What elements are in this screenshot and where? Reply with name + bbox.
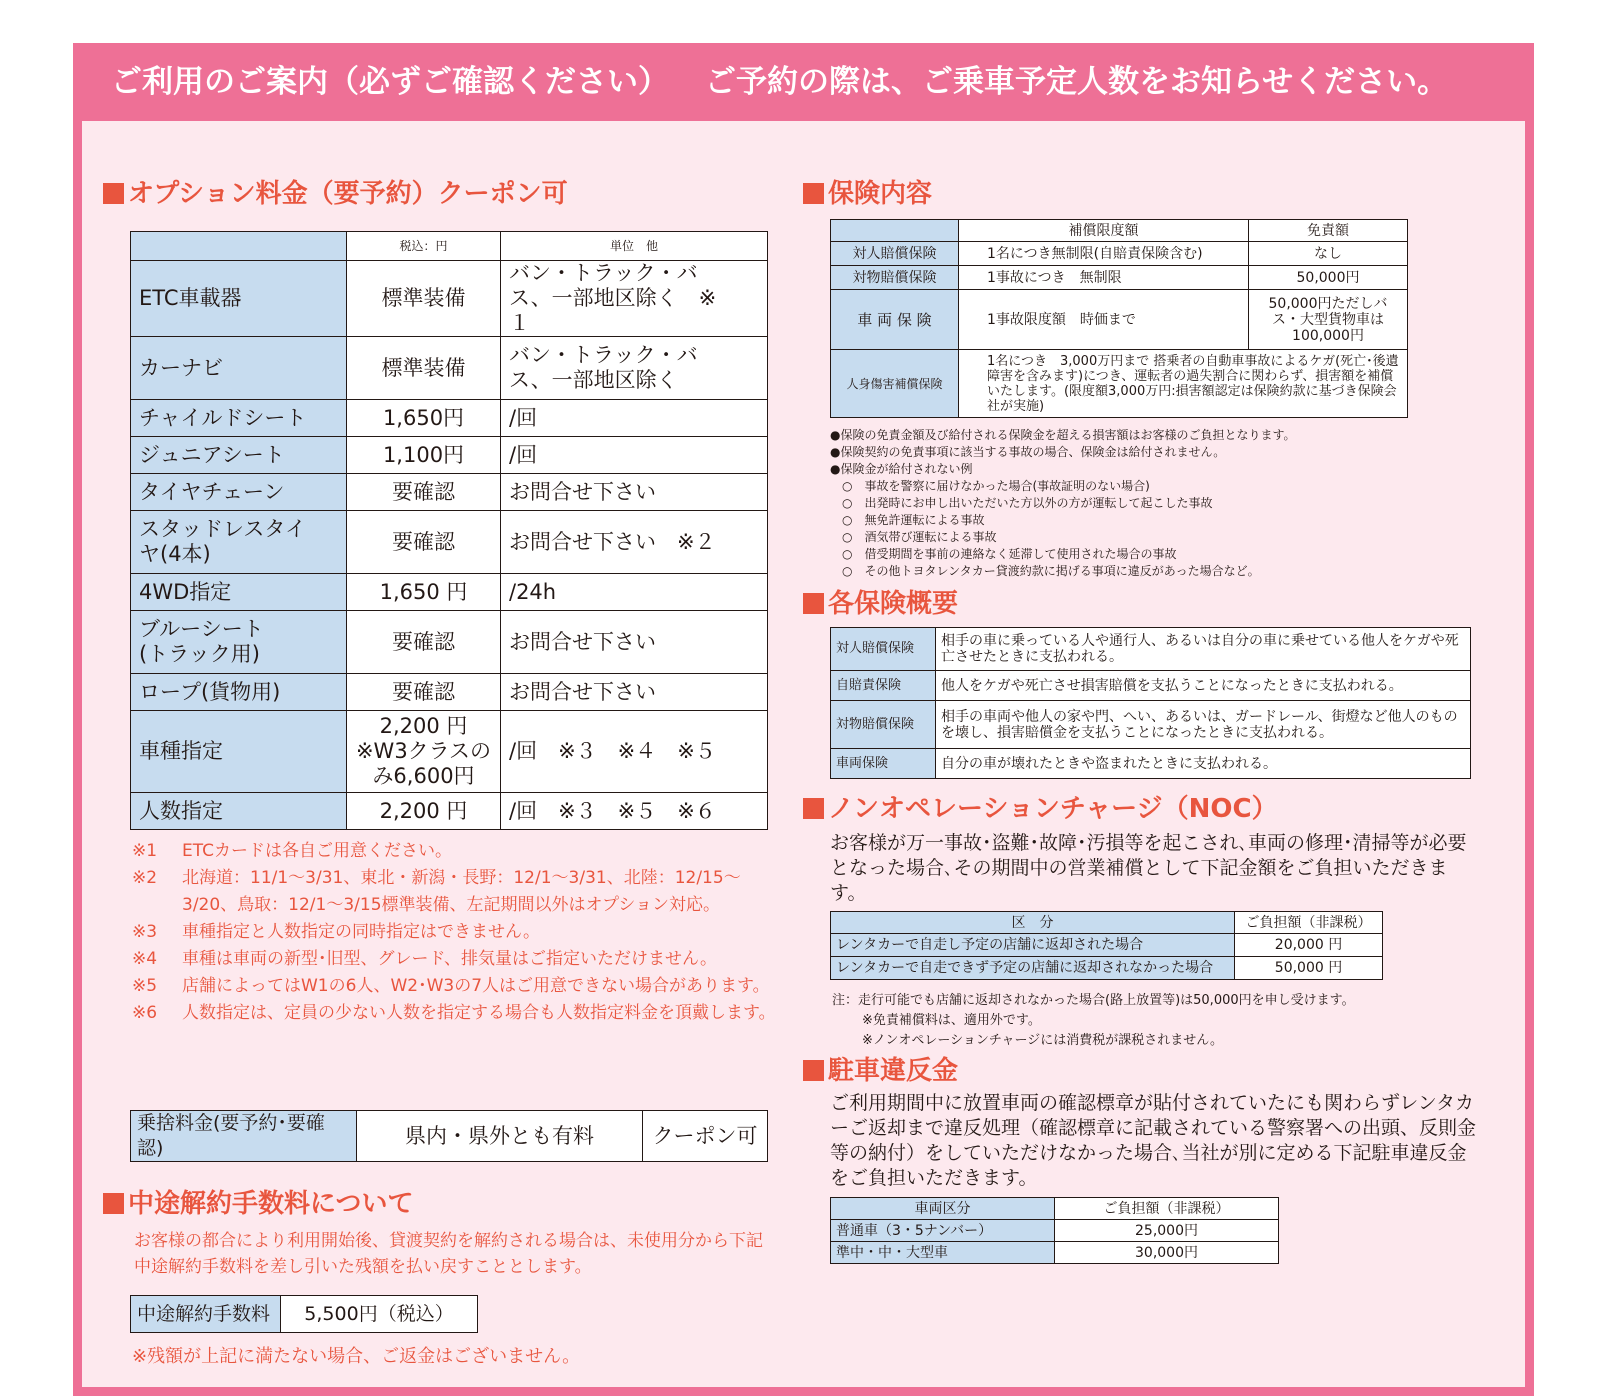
table-row bbox=[831, 701, 1471, 749]
option-name: ブルーシート(トラック用) bbox=[131, 611, 347, 674]
parking-head-category: 車両区分 bbox=[831, 1198, 1055, 1220]
options-title: オプション料金（要予約）クーポン可 bbox=[103, 178, 568, 210]
table-row bbox=[831, 628, 1471, 671]
option-unit: お問合せ下さい bbox=[501, 674, 768, 711]
option-name: ETC車載器 bbox=[131, 261, 347, 337]
option-name: チャイルドシート bbox=[131, 400, 347, 437]
option-price: 標準装備 bbox=[347, 261, 501, 337]
table-row bbox=[831, 1242, 1279, 1264]
overview-desc: 自分の車が壊れたときや盗まれたときに支払われる。 bbox=[936, 749, 1471, 779]
option-name: スタッドレスタイヤ(4本) bbox=[131, 511, 347, 574]
overview-table bbox=[830, 627, 1471, 779]
drop-fee-label: 乗捨料金(要予約･要確認) bbox=[131, 1111, 357, 1162]
table-row bbox=[831, 290, 1408, 350]
table-row bbox=[131, 793, 768, 830]
list-item: ※1 ETCカードは各自ご用意ください。 bbox=[132, 841, 452, 861]
list-item: ※免責補償料は、適用外です。 bbox=[862, 1013, 1041, 1028]
overview-name: 対人賠償保険 bbox=[831, 628, 936, 671]
option-name: タイヤチェーン bbox=[131, 474, 347, 511]
insurance-head-deduct: 免責額 bbox=[1249, 220, 1408, 242]
parking-category: 普通車（3・5ナンバー） bbox=[831, 1220, 1055, 1242]
list-item: ○ その他トヨタレンタカー貸渡約款に掲げる事項に違反があった場合など。 bbox=[842, 564, 1260, 578]
noc-head-fee: ご負担額（非課税） bbox=[1235, 912, 1383, 934]
drop-fee-coupon: クーポン可 bbox=[643, 1111, 768, 1162]
option-unit: /回 bbox=[501, 400, 768, 437]
overview-title: 各保険概要 bbox=[803, 588, 958, 620]
parking-header-row bbox=[831, 1198, 1279, 1220]
option-price: 要確認 bbox=[347, 474, 501, 511]
overview-desc: 相手の車両や他人の家や門、へい、あるいは、ガードレール、街燈など他人のものを壊し、損害賠償金を支払うことになったときに支払われる。 bbox=[936, 701, 1471, 749]
overview-name: 自賠責保険 bbox=[831, 671, 936, 701]
list-item: ●保険金が給付されない例 bbox=[830, 462, 973, 476]
table-row bbox=[131, 1111, 768, 1162]
option-price: 標準装備 bbox=[347, 337, 501, 400]
insurance-bullets bbox=[830, 427, 1296, 580]
insurance-name: 車 両 保 険 bbox=[831, 290, 959, 350]
insurance-title: 保険内容 bbox=[803, 178, 932, 210]
option-name: ロープ(貨物用) bbox=[131, 674, 347, 711]
list-item: 注：走行可能でも店舗に返却されなかった場合(路上放置等)は50,000円を申し受けます。 bbox=[832, 993, 1355, 1008]
parking-text: ご利用期間中に放置車両の確認標章が貼付されていたにも関わらずレンタカーご返却まで違反処理（確認標章に記載されている警察署への出頭、反則金等の納付）をしていただけなかった場合､当社が別に定める下記駐車違反金をご負担いただきます。 bbox=[830, 1092, 1477, 1189]
list-item: ○ 事故を警察に届けなかった場合(事故証明のない場合) bbox=[842, 479, 1150, 493]
insurance-table bbox=[830, 219, 1408, 418]
option-price: 要確認 bbox=[347, 611, 501, 674]
cancel-note: ※残額が上記に満たない場合、ご返金はございません。 bbox=[132, 1346, 581, 1367]
guide-header bbox=[73, 43, 1534, 121]
cancel-text: お客様の都合により利用開始後、貸渡契約を解約される場合は、未使用分から下記中途解約手数料を差し引いた残額を払い戻すこととします。 bbox=[134, 1231, 763, 1277]
noc-title: ノンオペレーションチャージ（NOC） bbox=[803, 793, 1278, 825]
noc-category: レンタカーで自走し予定の店舗に返却された場合 bbox=[831, 934, 1235, 957]
parking-fee: 25,000円 bbox=[1055, 1220, 1279, 1242]
list-item: ※ノンオペレーションチャージには消費税が課税されません。 bbox=[862, 1033, 1223, 1048]
parking-title: 駐車違反金 bbox=[803, 1055, 958, 1087]
table-row bbox=[831, 266, 1408, 290]
option-unit: お問合せ下さい bbox=[501, 474, 768, 511]
option-name: 車種指定 bbox=[131, 711, 347, 793]
insurance-head-limit: 補償限度額 bbox=[959, 220, 1249, 242]
option-unit: バン・トラック・バス、一部地区除く ※１ bbox=[501, 261, 768, 337]
option-unit: /24h bbox=[501, 574, 768, 611]
insurance-deduct: 50,000円ただしバス・大型貨物車は100,000円 bbox=[1249, 290, 1408, 350]
option-name: 4WD指定 bbox=[131, 574, 347, 611]
noc-notes bbox=[832, 991, 1355, 1051]
option-unit: お問合せ下さい bbox=[501, 611, 768, 674]
table-row bbox=[131, 611, 768, 674]
noc-head-category: 区 分 bbox=[831, 912, 1235, 934]
insurance-deduct: 50,000円 bbox=[1249, 266, 1408, 290]
table-row bbox=[131, 261, 768, 337]
parking-category: 準中・中・大型車 bbox=[831, 1242, 1055, 1264]
guide-frame bbox=[73, 43, 1534, 1396]
table-row bbox=[131, 337, 768, 400]
drop-fee-value: 県内・県外とも有料 bbox=[357, 1111, 643, 1162]
list-item: ※4 車種は車両の新型･旧型、グレード、排気量はご指定いただけません。 bbox=[132, 949, 717, 969]
table-row bbox=[131, 400, 768, 437]
option-price: 1,650 円 bbox=[347, 574, 501, 611]
option-name: 人数指定 bbox=[131, 793, 347, 830]
table-row bbox=[831, 350, 1408, 418]
parking-fee: 30,000円 bbox=[1055, 1242, 1279, 1264]
options-header-row bbox=[131, 232, 768, 261]
list-item: ●保険の免責金額及び給付される保険金を超える損害額はお客様のご負担となります。 bbox=[830, 428, 1296, 442]
noc-fee: 50,000 円 bbox=[1235, 957, 1383, 980]
insurance-limit: 1名につき無制限(自賠責保険含む) bbox=[959, 242, 1249, 266]
table-row bbox=[831, 749, 1471, 779]
header-reservation-note: ご予約の際は、ご乗車予定人数をお知らせください。 bbox=[705, 64, 1449, 100]
parking-head-fee: ご負担額（非課税） bbox=[1055, 1198, 1279, 1220]
list-item: ○ 酒気帯び運転による事故 bbox=[842, 530, 997, 544]
noc-fee: 20,000 円 bbox=[1235, 934, 1383, 957]
list-item: ※2 北海道：11/1〜3/31、東北・新潟・長野：12/1〜3/31、北陸：12/15〜3/20、鳥取：12/1〜3/15標準装備、左記期間以外はオプション対応。 bbox=[132, 868, 741, 915]
option-price: 要確認 bbox=[347, 674, 501, 711]
insurance-limit: 1事故限度額 時価まで bbox=[959, 290, 1249, 350]
options-head-unit: 単位 他 bbox=[501, 232, 768, 261]
options-table bbox=[130, 231, 768, 830]
option-unit: /回 ※３ ※４ ※５ bbox=[501, 711, 768, 793]
option-name: ジュニアシート bbox=[131, 437, 347, 474]
option-price: 1,100円 bbox=[347, 437, 501, 474]
list-item: ○ 借受期間を事前の連絡なく延滞して使用された場合の事故 bbox=[842, 547, 1177, 561]
cancel-title: 中途解約手数料について bbox=[103, 1188, 413, 1220]
table-row bbox=[131, 437, 768, 474]
options-notes bbox=[132, 838, 777, 1027]
list-item: ※3 車種指定と人数指定の同時指定はできません。 bbox=[132, 922, 541, 942]
option-price: 要確認 bbox=[347, 511, 501, 574]
list-item: ※5 店舗によってはW1の6人、W2･W3の7人はご用意できない場合があります。 bbox=[132, 976, 770, 996]
option-unit: /回 bbox=[501, 437, 768, 474]
option-price: 2,200 円 ※W3クラスのみ6,600円 bbox=[347, 711, 501, 793]
insurance-name: 対物賠償保険 bbox=[831, 266, 959, 290]
overview-desc: 他人をケガや死亡させ損害賠償を支払うことになったときに支払われる。 bbox=[936, 671, 1471, 701]
option-unit: お問合せ下さい ※２ bbox=[501, 511, 768, 574]
table-row bbox=[131, 1296, 478, 1333]
option-price: 1,650円 bbox=[347, 400, 501, 437]
insurance-limit: 1名につき 3,000万円まで 搭乗者の自動車事故によるケガ(死亡･後遺障害を含みます)につき、運転者の過失割合に関わらず、損害額を補償いたします。(限度額3,000万円:損害額認定は保険約款に基づき保険会社が実施) bbox=[959, 350, 1408, 418]
table-row bbox=[131, 474, 768, 511]
options-head-price: 税込：円 bbox=[347, 232, 501, 261]
overview-name: 車両保険 bbox=[831, 749, 936, 779]
option-name: カーナビ bbox=[131, 337, 347, 400]
option-unit: バン・トラック・バス、一部地区除く bbox=[501, 337, 768, 400]
insurance-limit: 1事故につき 無制限 bbox=[959, 266, 1249, 290]
noc-category: レンタカーで自走できず予定の店舗に返却されなかった場合 bbox=[831, 957, 1235, 980]
cancel-fee-table bbox=[130, 1295, 478, 1333]
table-row bbox=[831, 934, 1383, 957]
cancel-fee-value: 5,500円（税込） bbox=[281, 1296, 478, 1333]
table-row bbox=[831, 1220, 1279, 1242]
list-item: ※6 人数指定は、定員の少ない人数を指定する場合も人数指定料金を頂戴します。 bbox=[132, 1003, 776, 1023]
insurance-name: 人身傷害補償保険 bbox=[831, 350, 959, 418]
parking-table bbox=[830, 1197, 1279, 1264]
noc-table bbox=[830, 911, 1383, 980]
list-item: ○ 出発時にお申し出いただいた方以外の方が運転して起こした事故 bbox=[842, 496, 1213, 510]
table-row bbox=[131, 574, 768, 611]
table-row bbox=[131, 674, 768, 711]
option-price: 2,200 円 bbox=[347, 793, 501, 830]
table-row bbox=[831, 242, 1408, 266]
noc-text: お客様が万一事故･盗難･故障･汚損等を起こされ､車両の修理･清掃等が必要となった場合､その期間中の営業補償として下記金額をご負担いただきます。 bbox=[830, 832, 1467, 904]
insurance-name: 対人賠償保険 bbox=[831, 242, 959, 266]
header-title: ご利用のご案内（必ずご確認ください） bbox=[111, 64, 669, 100]
table-row bbox=[831, 957, 1383, 980]
insurance-header-row bbox=[831, 220, 1408, 242]
overview-name: 対物賠償保険 bbox=[831, 701, 936, 749]
guide-content bbox=[82, 121, 1525, 1387]
table-row bbox=[131, 511, 768, 574]
option-unit: /回 ※３ ※５ ※６ bbox=[501, 793, 768, 830]
list-item: ●保険契約の免責事項に該当する事故の場合、保険金は給付されません。 bbox=[830, 445, 1226, 459]
drop-fee-table bbox=[130, 1110, 768, 1162]
noc-header-row bbox=[831, 912, 1383, 934]
table-row bbox=[131, 711, 768, 793]
insurance-deduct: なし bbox=[1249, 242, 1408, 266]
cancel-fee-label: 中途解約手数料 bbox=[131, 1296, 281, 1333]
list-item: ○ 無免許運転による事故 bbox=[842, 513, 985, 527]
overview-desc: 相手の車に乗っている人や通行人、あるいは自分の車に乗せている他人をケガや死亡させたときに支払われる。 bbox=[936, 628, 1471, 671]
table-row bbox=[831, 671, 1471, 701]
